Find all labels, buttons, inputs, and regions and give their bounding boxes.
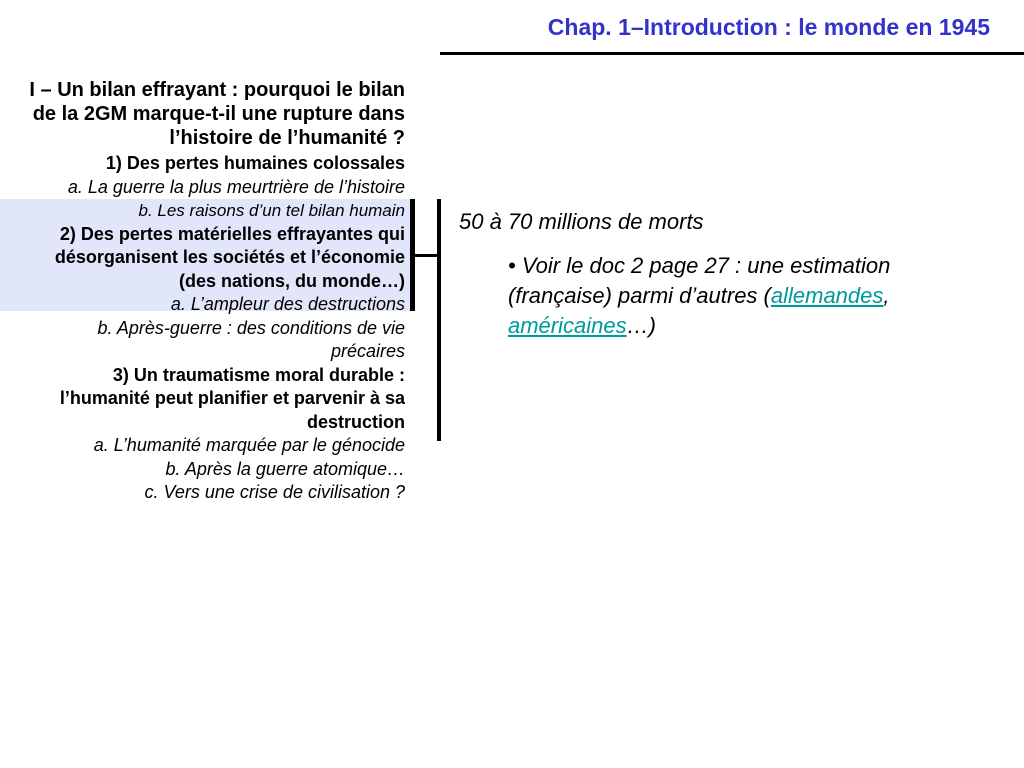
outline-subsection-1a: a. La guerre la plus meurtrière de l’histoire [67,176,405,197]
slide-title: Chap. 1–Introduction : le monde en 1945 [547,14,990,40]
bullet-item [508,251,978,341]
title-rule [440,52,1024,55]
outline-subsection-2b: b. Après-guerre : des conditions de vie précaires [97,317,405,361]
content-area [459,207,999,341]
outline-subsection-3c: c. Vers une crise de civilisation ? [144,482,405,502]
outline-list [20,78,405,505]
link-separator: , [883,283,890,308]
bullet-text-suffix: …) [626,313,656,338]
link-americaines[interactable]: américaines [508,313,627,338]
bracket-right-bar [437,199,441,441]
outline-section-3: 3) Un traumatisme moral durable : l’humanité peut planifier et parvenir à sa destruction [59,364,405,432]
outline-subsection-2a: a. L’ampleur des destructions [170,294,405,314]
main-fact: 50 à 70 millions de morts [459,209,704,234]
bullet-text-prefix: • Voir le doc 2 page 27 : une estimation (française) parmi d’autres ( [508,253,891,308]
outline-subsection-1b: b. Les raisons d’un tel bilan humain [138,201,405,220]
outline-part-1: I – Un bilan effrayant : pourquoi le bilan de la 2GM marque-t-il une rupture dans l’histoire de l’humanité ? [29,79,405,149]
bracket-connector [415,254,439,257]
outline-subsection-3b: b. Après la guerre atomique… [165,458,405,479]
outline-section-2: 2) Des pertes matérielles effrayantes qui désorganisent les sociétés et l’économie (des nations, du monde…) [54,223,405,291]
outline-subsection-3a: a. L’humanité marquée par le génocide [93,435,405,455]
link-allemandes[interactable]: allemandes [770,283,884,308]
outline-section-1: 1) Des pertes humaines colossales [105,153,405,173]
